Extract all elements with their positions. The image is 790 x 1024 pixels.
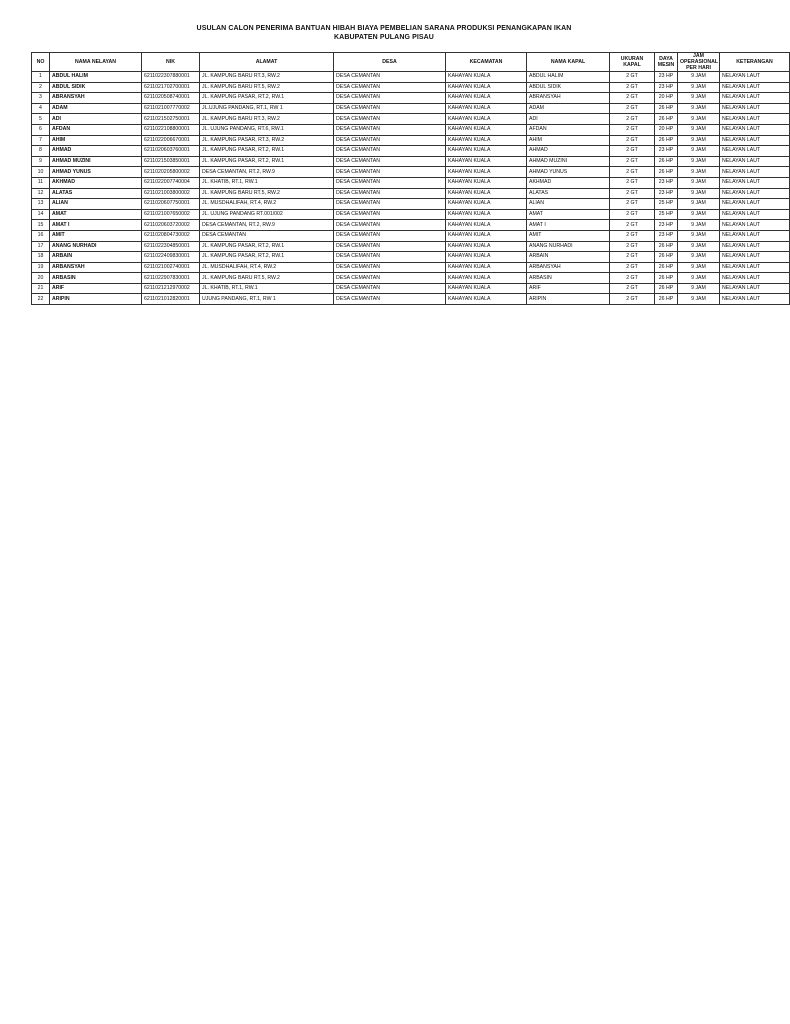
cell-nama-nelayan: ALATAS — [50, 188, 142, 199]
cell-daya-mesin: 23 HP — [655, 146, 678, 157]
cell-desa: DESA CEMANTAN — [334, 294, 446, 305]
table-row — [32, 124, 790, 135]
cell-kecamatan: KAHAYAN KUALA — [446, 167, 527, 178]
cell-kecamatan: KAHAYAN KUALA — [446, 114, 527, 125]
cell-nama-kapal: ABDUL SIDIK — [527, 82, 610, 93]
cell-ukuran-kapal: 2 GT — [610, 273, 655, 284]
cell-kecamatan: KAHAYAN KUALA — [446, 209, 527, 220]
cell-no: 14 — [32, 209, 50, 220]
cell-daya-mesin: 26 HP — [655, 114, 678, 125]
cell-no: 16 — [32, 230, 50, 241]
cell-no: 8 — [32, 146, 50, 157]
cell-nik: 6211021502750001 — [142, 114, 200, 125]
cell-kecamatan: KAHAYAN KUALA — [446, 177, 527, 188]
cell-daya-mesin: 26 HP — [655, 273, 678, 284]
cell-nama-kapal: AHMAD MUZINI — [527, 156, 610, 167]
cell-keterangan: NELAYAN LAUT — [720, 124, 790, 135]
table-row — [32, 156, 790, 167]
cell-no: 17 — [32, 241, 50, 252]
cell-nama-nelayan: ARBANSYAH — [50, 262, 142, 273]
cell-nama-kapal: ARBANSYAH — [527, 262, 610, 273]
table-row — [32, 283, 790, 294]
cell-desa: DESA CEMANTAN — [334, 209, 446, 220]
cell-daya-mesin: 20 HP — [655, 93, 678, 104]
cell-alamat: JL. KAMPUNG PASAR, RT.2, RW.1 — [200, 156, 334, 167]
cell-jam-operasional: 9 JAM — [678, 262, 720, 273]
cell-keterangan: NELAYAN LAUT — [720, 93, 790, 104]
cell-kecamatan: KAHAYAN KUALA — [446, 220, 527, 231]
cell-nama-nelayan: ARIPIN — [50, 294, 142, 305]
cell-desa: DESA CEMANTAN — [334, 124, 446, 135]
cell-daya-mesin: 26 HP — [655, 156, 678, 167]
cell-kecamatan: KAHAYAN KUALA — [446, 146, 527, 157]
cell-nama-nelayan: AHIM — [50, 135, 142, 146]
cell-ukuran-kapal: 2 GT — [610, 124, 655, 135]
cell-nama-nelayan: ABDUL SIDIK — [50, 82, 142, 93]
cell-nik: 6211021012820001 — [142, 294, 200, 305]
cell-nama-nelayan: ARBASIN — [50, 273, 142, 284]
header-nama-kapal: NAMA KAPAL — [527, 53, 610, 72]
cell-kecamatan: KAHAYAN KUALA — [446, 93, 527, 104]
table-row — [32, 262, 790, 273]
cell-no: 6 — [32, 124, 50, 135]
cell-alamat: JL.UJUNG PANDANG, RT.1, RW 1 — [200, 103, 334, 114]
cell-ukuran-kapal: 2 GT — [610, 252, 655, 263]
cell-desa: DESA CEMANTAN — [334, 146, 446, 157]
cell-nama-kapal: ARIPIN — [527, 294, 610, 305]
cell-jam-operasional: 9 JAM — [678, 283, 720, 294]
cell-nama-nelayan: AHMAD — [50, 146, 142, 157]
cell-desa: DESA CEMANTAN — [334, 283, 446, 294]
cell-kecamatan: KAHAYAN KUALA — [446, 230, 527, 241]
cell-jam-operasional: 9 JAM — [678, 114, 720, 125]
cell-keterangan: NELAYAN LAUT — [720, 220, 790, 231]
cell-desa: DESA CEMANTAN — [334, 103, 446, 114]
cell-keterangan: NELAYAN LAUT — [720, 135, 790, 146]
cell-desa: DESA CEMANTAN — [334, 167, 446, 178]
cell-desa: DESA CEMANTAN — [334, 252, 446, 263]
cell-alamat: JL. KAMPUNG BARU RT.5, RW.2 — [200, 188, 334, 199]
cell-alamat: DESA CEMANTAN — [200, 230, 334, 241]
table-row — [32, 103, 790, 114]
cell-alamat: JL. UJUNG PANDANG, RT.6, RW.1 — [200, 124, 334, 135]
cell-daya-mesin: 26 HP — [655, 241, 678, 252]
cell-no: 4 — [32, 103, 50, 114]
cell-jam-operasional: 9 JAM — [678, 188, 720, 199]
cell-nama-nelayan: ANANG NURHADI — [50, 241, 142, 252]
header-jam-operasional: JAM OPERASIONAL PER HARI — [678, 53, 720, 72]
cell-jam-operasional: 9 JAM — [678, 124, 720, 135]
table-row — [32, 167, 790, 178]
cell-nik: 6211020607750001 — [142, 199, 200, 210]
table-row — [32, 93, 790, 104]
header-kecamatan: KECAMATAN — [446, 53, 527, 72]
cell-alamat: JL. KAMPUNG PASAR, RT.2, RW.1 — [200, 146, 334, 157]
cell-keterangan: NELAYAN LAUT — [720, 82, 790, 93]
cell-kecamatan: KAHAYAN KUALA — [446, 241, 527, 252]
cell-no: 5 — [32, 114, 50, 125]
cell-daya-mesin: 23 HP — [655, 72, 678, 83]
cell-kecamatan: KAHAYAN KUALA — [446, 294, 527, 305]
cell-daya-mesin: 23 HP — [655, 230, 678, 241]
cell-ukuran-kapal: 2 GT — [610, 188, 655, 199]
table-header — [32, 53, 790, 72]
cell-nama-kapal: ABRANSYAH — [527, 93, 610, 104]
cell-nama-nelayan: ABDUL HALIM — [50, 72, 142, 83]
cell-ukuran-kapal: 2 GT — [610, 103, 655, 114]
cell-daya-mesin: 25 HP — [655, 209, 678, 220]
cell-no: 15 — [32, 220, 50, 231]
cell-no: 20 — [32, 273, 50, 284]
cell-alamat: JL. KHATIB, RT.1, RW.1 — [200, 283, 334, 294]
cell-jam-operasional: 9 JAM — [678, 93, 720, 104]
cell-alamat: JL. KAMPUNG PASAR, RT.2, RW.1 — [200, 241, 334, 252]
cell-daya-mesin: 23 HP — [655, 177, 678, 188]
cell-nik: 6211021007650002 — [142, 209, 200, 220]
cell-alamat: JL. KAMPUNG PASAR, RT.2, RW.1 — [200, 93, 334, 104]
cell-kecamatan: KAHAYAN KUALA — [446, 273, 527, 284]
cell-jam-operasional: 9 JAM — [678, 135, 720, 146]
cell-keterangan: NELAYAN LAUT — [720, 188, 790, 199]
cell-nama-nelayan: AHMAD MUZINI — [50, 156, 142, 167]
cell-daya-mesin: 26 HP — [655, 262, 678, 273]
cell-no: 21 — [32, 283, 50, 294]
cell-keterangan: NELAYAN LAUT — [720, 146, 790, 157]
cell-ukuran-kapal: 2 GT — [610, 93, 655, 104]
cell-nama-kapal: AMIT — [527, 230, 610, 241]
cell-nama-kapal: ARBASIN — [527, 273, 610, 284]
cell-desa: DESA CEMANTAN — [334, 177, 446, 188]
cell-ukuran-kapal: 2 GT — [610, 72, 655, 83]
cell-jam-operasional: 9 JAM — [678, 82, 720, 93]
document-title-block — [0, 24, 768, 42]
cell-ukuran-kapal: 2 GT — [610, 209, 655, 220]
cell-nik: 6211021503850001 — [142, 156, 200, 167]
cell-ukuran-kapal: 2 GT — [610, 241, 655, 252]
cell-nama-kapal: ARBAIN — [527, 252, 610, 263]
cell-keterangan: NELAYAN LAUT — [720, 156, 790, 167]
cell-jam-operasional: 9 JAM — [678, 177, 720, 188]
cell-keterangan: NELAYAN LAUT — [720, 177, 790, 188]
cell-nama-kapal: AHMAD — [527, 146, 610, 157]
cell-no: 10 — [32, 167, 50, 178]
cell-alamat: JL. KAMPUNG BARU RT.3, RW.2 — [200, 72, 334, 83]
cell-nik: 6211022409830001 — [142, 252, 200, 263]
cell-nik: 6211022006670001 — [142, 135, 200, 146]
table-row — [32, 199, 790, 210]
cell-ukuran-kapal: 2 GT — [610, 146, 655, 157]
cell-daya-mesin: 26 HP — [655, 252, 678, 263]
cell-no: 11 — [32, 177, 50, 188]
cell-nik: 6211021702700001 — [142, 82, 200, 93]
cell-nama-kapal: ADAM — [527, 103, 610, 114]
cell-daya-mesin: 26 HP — [655, 103, 678, 114]
cell-desa: DESA CEMANTAN — [334, 72, 446, 83]
cell-daya-mesin: 26 HP — [655, 283, 678, 294]
cell-nama-nelayan: ARBAIN — [50, 252, 142, 263]
cell-kecamatan: KAHAYAN KUALA — [446, 124, 527, 135]
cell-desa: DESA CEMANTAN — [334, 262, 446, 273]
cell-ukuran-kapal: 2 GT — [610, 220, 655, 231]
cell-nik: 6211021002740001 — [142, 262, 200, 273]
cell-desa: DESA CEMANTAN — [334, 188, 446, 199]
cell-no: 12 — [32, 188, 50, 199]
cell-keterangan: NELAYAN LAUT — [720, 241, 790, 252]
cell-alamat: JL. MUSDHALIFAH, RT.4, RW.2 — [200, 199, 334, 210]
cell-jam-operasional: 9 JAM — [678, 209, 720, 220]
header-nama-nelayan: NAMA NELAYAN — [50, 53, 142, 72]
cell-ukuran-kapal: 2 GT — [610, 177, 655, 188]
cell-desa: DESA CEMANTAN — [334, 135, 446, 146]
cell-desa: DESA CEMANTAN — [334, 273, 446, 284]
cell-nik: 6211020804730002 — [142, 230, 200, 241]
cell-ukuran-kapal: 2 GT — [610, 199, 655, 210]
cell-jam-operasional: 9 JAM — [678, 241, 720, 252]
cell-daya-mesin: 26 HP — [655, 167, 678, 178]
cell-nama-nelayan: ALIAN — [50, 199, 142, 210]
cell-nama-kapal: AKHMAD — [527, 177, 610, 188]
cell-jam-operasional: 9 JAM — [678, 72, 720, 83]
cell-ukuran-kapal: 2 GT — [610, 283, 655, 294]
cell-daya-mesin: 20 HP — [655, 124, 678, 135]
document-subtitle: KABUPATEN PULANG PISAU — [334, 34, 434, 41]
cell-no: 18 — [32, 252, 50, 263]
cell-kecamatan: KAHAYAN KUALA — [446, 156, 527, 167]
cell-keterangan: NELAYAN LAUT — [720, 209, 790, 220]
cell-kecamatan: KAHAYAN KUALA — [446, 72, 527, 83]
cell-nama-kapal: ADI — [527, 114, 610, 125]
cell-nik: 6211020205800002 — [142, 167, 200, 178]
header-daya-mesin: DAYA MESIN — [655, 53, 678, 72]
cell-keterangan: NELAYAN LAUT — [720, 262, 790, 273]
table-row — [32, 82, 790, 93]
cell-ukuran-kapal: 2 GT — [610, 294, 655, 305]
table-wrapper — [31, 52, 773, 305]
table-body — [32, 72, 790, 305]
cell-nik: 6211022007740004 — [142, 177, 200, 188]
cell-nik: 6211022307880001 — [142, 72, 200, 83]
cell-nama-kapal: ALIAN — [527, 199, 610, 210]
cell-nama-nelayan: AKHMAD — [50, 177, 142, 188]
cell-jam-operasional: 9 JAM — [678, 230, 720, 241]
cell-ukuran-kapal: 2 GT — [610, 114, 655, 125]
cell-nama-nelayan: ABRANSYAH — [50, 93, 142, 104]
header-ukuran-kapal: UKURAN KAPAL — [610, 53, 655, 72]
cell-nik: 6211020603760001 — [142, 146, 200, 157]
cell-no: 9 — [32, 156, 50, 167]
cell-no: 2 — [32, 82, 50, 93]
cell-jam-operasional: 9 JAM — [678, 220, 720, 231]
cell-alamat: JL. UJUNG PANDANG RT.001/002 — [200, 209, 334, 220]
cell-kecamatan: KAHAYAN KUALA — [446, 262, 527, 273]
cell-keterangan: NELAYAN LAUT — [720, 103, 790, 114]
cell-desa: DESA CEMANTAN — [334, 93, 446, 104]
cell-nama-nelayan: AMIT — [50, 230, 142, 241]
cell-nik: 6211021003800002 — [142, 188, 200, 199]
table-row — [32, 114, 790, 125]
cell-alamat: DESA CEMANTAN, RT.2, RW.9 — [200, 220, 334, 231]
cell-nik: 6211021007770002 — [142, 103, 200, 114]
header-no: NO — [32, 53, 50, 72]
cell-daya-mesin: 25 HP — [655, 199, 678, 210]
cell-desa: DESA CEMANTAN — [334, 156, 446, 167]
table-row — [32, 230, 790, 241]
table-row — [32, 188, 790, 199]
cell-kecamatan: KAHAYAN KUALA — [446, 199, 527, 210]
cell-kecamatan: KAHAYAN KUALA — [446, 135, 527, 146]
header-alamat: ALAMAT — [200, 53, 334, 72]
cell-kecamatan: KAHAYAN KUALA — [446, 252, 527, 263]
cell-kecamatan: KAHAYAN KUALA — [446, 103, 527, 114]
cell-alamat: JL. MUSDHALIFAH, RT.4, RW.2 — [200, 262, 334, 273]
cell-alamat: JL. KAMPUNG PASAR, RT.2, RW.1 — [200, 252, 334, 263]
cell-nik: 6211021212970002 — [142, 283, 200, 294]
cell-no: 1 — [32, 72, 50, 83]
cell-ukuran-kapal: 2 GT — [610, 135, 655, 146]
cell-no: 3 — [32, 93, 50, 104]
document-title: USULAN CALON PENERIMA BANTUAN HIBAH BIAYA PEMBELIAN SARANA PRODUKSI PENANGKAPAN IKAN — [196, 25, 572, 32]
cell-desa: DESA CEMANTAN — [334, 220, 446, 231]
cell-nik: 6211022907830001 — [142, 273, 200, 284]
cell-keterangan: NELAYAN LAUT — [720, 230, 790, 241]
cell-no: 7 — [32, 135, 50, 146]
cell-keterangan: NELAYAN LAUT — [720, 114, 790, 125]
cell-jam-operasional: 9 JAM — [678, 167, 720, 178]
cell-daya-mesin: 26 HP — [655, 135, 678, 146]
cell-nama-kapal: ANANG NURHADI — [527, 241, 610, 252]
cell-ukuran-kapal: 2 GT — [610, 230, 655, 241]
cell-desa: DESA CEMANTAN — [334, 82, 446, 93]
cell-nik: 6211020508740001 — [142, 93, 200, 104]
cell-nik: 6211020603720002 — [142, 220, 200, 231]
cell-nik: 6211022108800001 — [142, 124, 200, 135]
table-row — [32, 252, 790, 263]
cell-jam-operasional: 9 JAM — [678, 294, 720, 305]
table-row — [32, 72, 790, 83]
cell-nik: 6211022304850001 — [142, 241, 200, 252]
cell-keterangan: NELAYAN LAUT — [720, 199, 790, 210]
header-keterangan: KETERANGAN — [720, 53, 790, 72]
cell-keterangan: NELAYAN LAUT — [720, 252, 790, 263]
cell-desa: DESA CEMANTAN — [334, 199, 446, 210]
cell-nama-kapal: ALATAS — [527, 188, 610, 199]
cell-ukuran-kapal: 2 GT — [610, 156, 655, 167]
cell-keterangan: NELAYAN LAUT — [720, 294, 790, 305]
cell-alamat: DESA CEMANTAN, RT.2, RW.9 — [200, 167, 334, 178]
cell-nama-nelayan: AHMAD YUNUS — [50, 167, 142, 178]
cell-alamat: JL. KAMPUNG BARU RT.5, RW.2 — [200, 273, 334, 284]
cell-jam-operasional: 9 JAM — [678, 156, 720, 167]
table-row — [32, 177, 790, 188]
cell-no: 19 — [32, 262, 50, 273]
cell-no: 22 — [32, 294, 50, 305]
cell-kecamatan: KAHAYAN KUALA — [446, 283, 527, 294]
cell-nama-kapal: AFDAN — [527, 124, 610, 135]
header-nik: NIK — [142, 53, 200, 72]
table-row — [32, 241, 790, 252]
cell-jam-operasional: 9 JAM — [678, 273, 720, 284]
cell-desa: DESA CEMANTAN — [334, 241, 446, 252]
cell-alamat: JL. KAMPUNG PASAR, RT.3, RW.2 — [200, 135, 334, 146]
cell-nama-nelayan: AFDAN — [50, 124, 142, 135]
cell-kecamatan: KAHAYAN KUALA — [446, 188, 527, 199]
table-row — [32, 294, 790, 305]
table-row — [32, 209, 790, 220]
cell-nama-kapal: AMAT — [527, 209, 610, 220]
table-row — [32, 146, 790, 157]
cell-alamat: JL. KHATIB, RT.1, RW.1 — [200, 177, 334, 188]
cell-daya-mesin: 26 HP — [655, 294, 678, 305]
cell-desa: DESA CEMANTAN — [334, 230, 446, 241]
cell-nama-nelayan: ADAM — [50, 103, 142, 114]
cell-nama-nelayan: ADI — [50, 114, 142, 125]
cell-nama-kapal: ABDUL HALIM — [527, 72, 610, 83]
table-row — [32, 135, 790, 146]
cell-ukuran-kapal: 2 GT — [610, 82, 655, 93]
cell-alamat: JL. KAMPUNG BARU RT.5, RW.2 — [200, 82, 334, 93]
cell-alamat: UJUNG PANDANG, RT.1, RW 1 — [200, 294, 334, 305]
cell-keterangan: NELAYAN LAUT — [720, 72, 790, 83]
cell-ukuran-kapal: 2 GT — [610, 167, 655, 178]
cell-alamat: JL. KAMPUNG BARU RT.3, RW.2 — [200, 114, 334, 125]
cell-daya-mesin: 23 HP — [655, 220, 678, 231]
cell-nama-kapal: AHMAD YUNUS — [527, 167, 610, 178]
cell-kecamatan: KAHAYAN KUALA — [446, 82, 527, 93]
cell-nama-nelayan: AMAT I — [50, 220, 142, 231]
cell-ukuran-kapal: 2 GT — [610, 262, 655, 273]
cell-keterangan: NELAYAN LAUT — [720, 167, 790, 178]
cell-keterangan: NELAYAN LAUT — [720, 283, 790, 294]
cell-jam-operasional: 9 JAM — [678, 103, 720, 114]
cell-jam-operasional: 9 JAM — [678, 146, 720, 157]
table-header-row — [32, 53, 790, 72]
cell-daya-mesin: 23 HP — [655, 188, 678, 199]
cell-nama-nelayan: AMAT — [50, 209, 142, 220]
beneficiary-table — [31, 52, 790, 305]
table-row — [32, 273, 790, 284]
cell-nama-nelayan: ARIF — [50, 283, 142, 294]
cell-jam-operasional: 9 JAM — [678, 252, 720, 263]
cell-desa: DESA CEMANTAN — [334, 114, 446, 125]
cell-keterangan: NELAYAN LAUT — [720, 273, 790, 284]
cell-no: 13 — [32, 199, 50, 210]
cell-nama-kapal: ARIF — [527, 283, 610, 294]
cell-nama-kapal: AHIM — [527, 135, 610, 146]
cell-daya-mesin: 23 HP — [655, 82, 678, 93]
table-row — [32, 220, 790, 231]
cell-nama-kapal: AMAT I — [527, 220, 610, 231]
header-desa: DESA — [334, 53, 446, 72]
cell-jam-operasional: 9 JAM — [678, 199, 720, 210]
